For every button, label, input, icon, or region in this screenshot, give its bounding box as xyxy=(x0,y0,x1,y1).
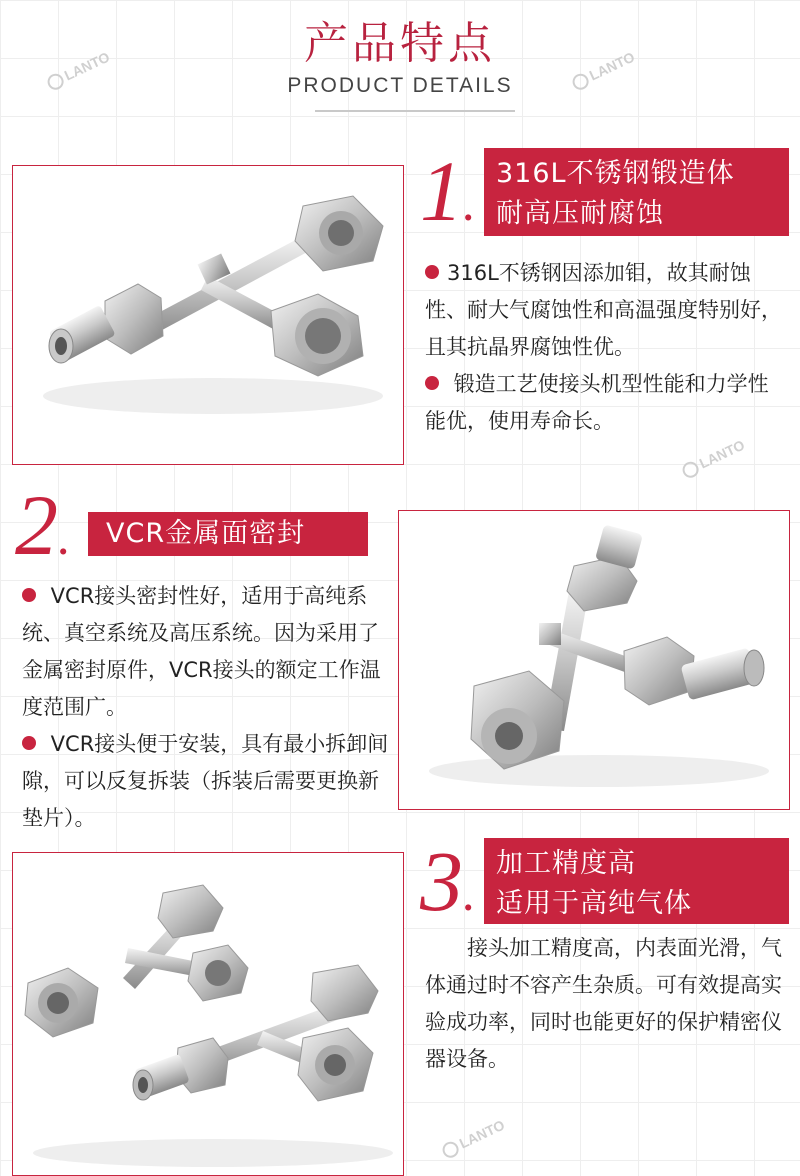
page-subtitle: PRODUCT DETAILS xyxy=(287,74,513,97)
bullet-dot xyxy=(425,265,439,279)
section-banner-2: VCR金属面密封 xyxy=(88,512,368,556)
section-number-1: 1. xyxy=(420,143,476,239)
section-number-3: 3. xyxy=(420,833,476,929)
bullet-paragraph: VCR接头密封性好，适用于高纯系统、真空系统及高压系统。因为采用了金属密封原件，VCR接头的额定工作温度范围广。 xyxy=(22,584,381,719)
banner-line: 适用于高纯气体 xyxy=(496,888,692,919)
banner-line: 加工精度高 xyxy=(496,848,636,879)
watermark-logo: LANTO xyxy=(440,1117,508,1161)
section-1-text xyxy=(425,255,787,440)
bullet-dot xyxy=(22,588,36,602)
banner-line: 耐高压耐腐蚀 xyxy=(496,198,664,229)
watermark-logo: LANTO xyxy=(45,49,113,93)
watermark-logo: LANTO xyxy=(570,49,638,93)
section-banner-1 xyxy=(484,148,789,236)
bullet-paragraph: 锻造工艺使接头机型性能和力学性能优，使用寿命长。 xyxy=(425,372,769,433)
watermark-logo: LANTO xyxy=(680,437,748,481)
section-banner-3 xyxy=(484,838,789,924)
vcr-fitting-image xyxy=(399,511,789,809)
product-photo-2 xyxy=(398,510,790,810)
tee-fittings-pair-image xyxy=(13,853,403,1175)
section-2-text xyxy=(22,578,390,837)
section-number-2: 2. xyxy=(15,477,71,573)
product-photo-3 xyxy=(12,852,404,1176)
product-photo-1 xyxy=(12,165,404,465)
bullet-dot xyxy=(22,736,36,750)
bullet-dot xyxy=(425,376,439,390)
tee-fitting-image xyxy=(13,166,403,464)
title-divider xyxy=(315,110,515,112)
bullet-paragraph: VCR接头便于安装，具有最小拆卸间隙，可以反复拆装（拆装后需要更换新垫片）。 xyxy=(22,732,389,830)
section-3-text: 接头加工精度高，内表面光滑，气体通过时不容产生杂质。可有效提高实验成功率，同时也能更好的保护精密仪器设备。 xyxy=(425,936,782,1071)
page-title: 产品特点 xyxy=(304,18,496,69)
banner-line: 316L不锈钢锻造体 xyxy=(496,158,735,189)
bullet-paragraph: 316L不锈钢因添加钼，故其耐蚀性、耐大气腐蚀性和高温强度特别好，且其抗晶界腐蚀性优。 xyxy=(425,261,782,359)
